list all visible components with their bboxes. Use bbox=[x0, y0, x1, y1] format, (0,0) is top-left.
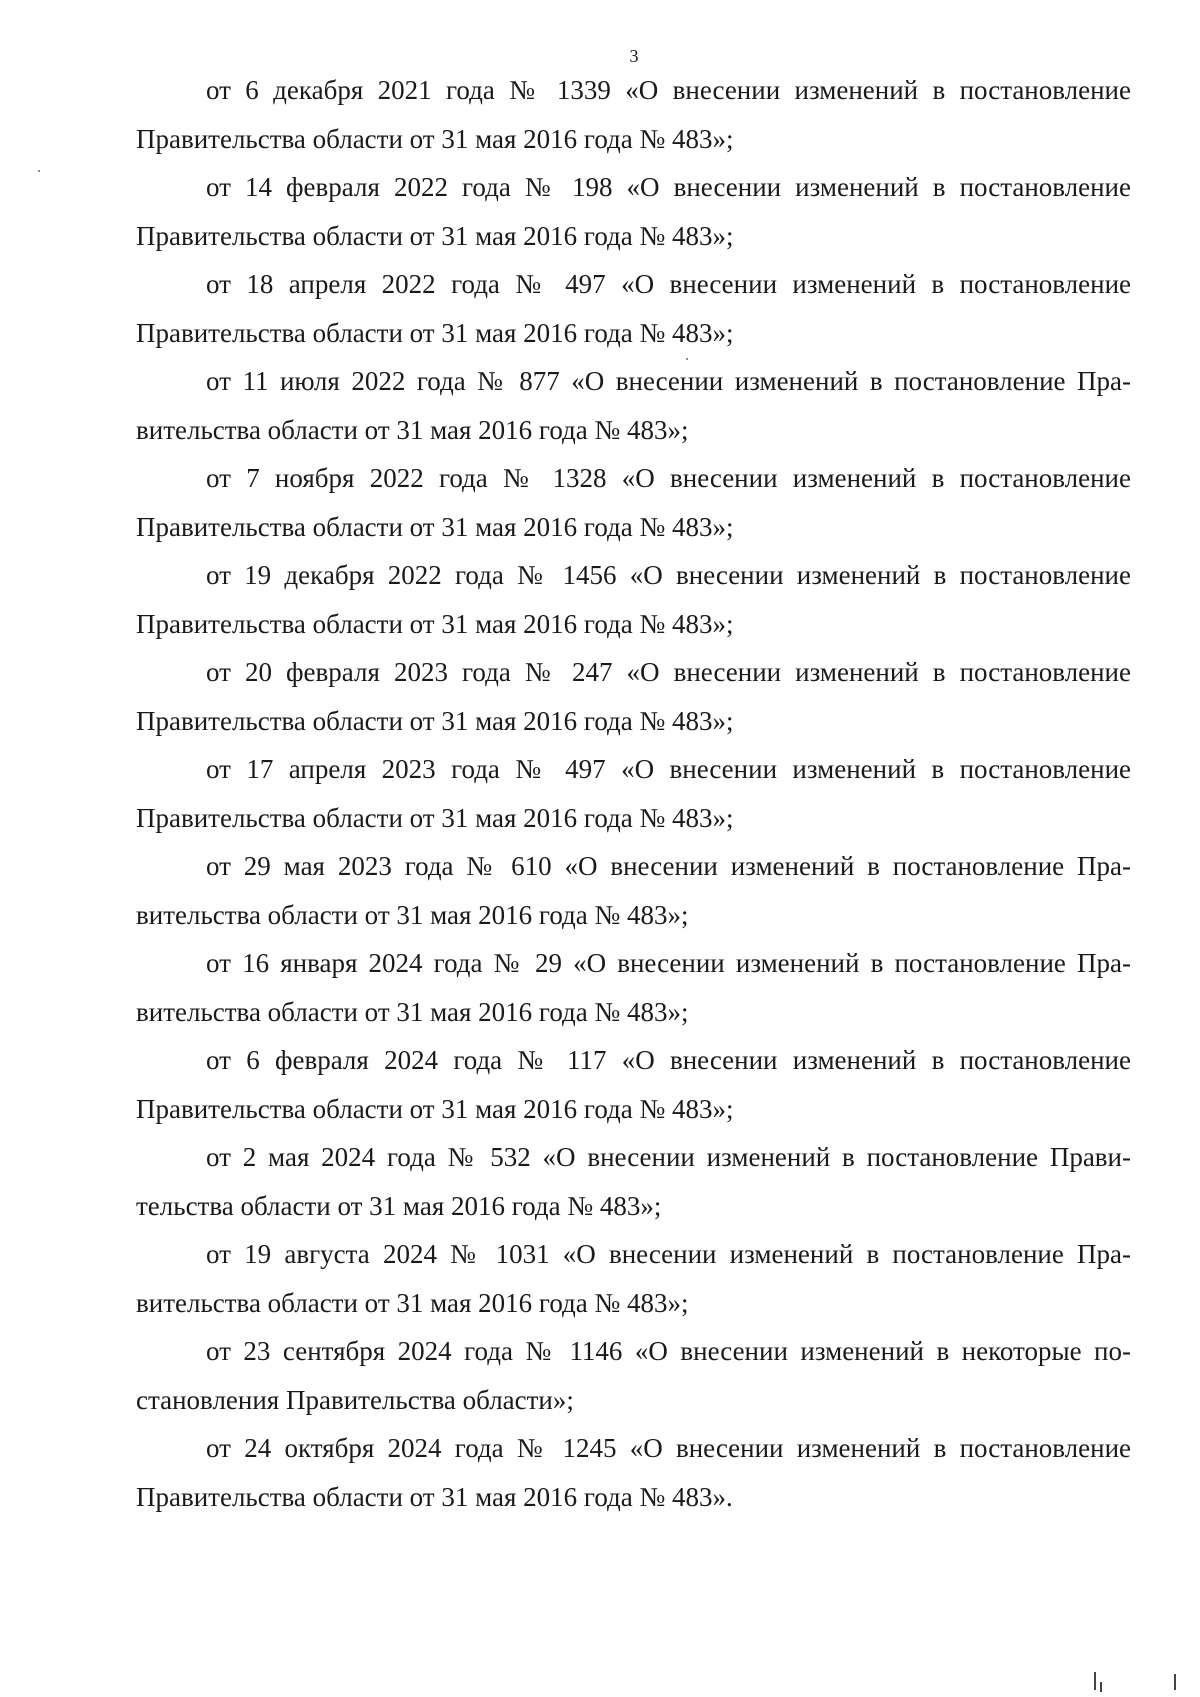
entry-line: от 14 февраля 2022 года № 198 «О внесении изменений в постановление bbox=[206, 172, 1131, 202]
scan-speck bbox=[686, 358, 688, 360]
scan-mark bbox=[1094, 1672, 1096, 1690]
entry-line: от 19 декабря 2022 года № 1456 «О внесении изменений в постановление bbox=[206, 560, 1131, 590]
entry-line: вительства области от 31 мая 2016 года № 483»; bbox=[136, 899, 689, 930]
list-item bbox=[136, 260, 1131, 357]
page-number: 3 bbox=[629, 46, 639, 66]
list-item bbox=[136, 648, 1131, 745]
entry-line: тельства области от 31 мая 2016 года № 483»; bbox=[136, 1190, 662, 1221]
document-list bbox=[136, 66, 1131, 1521]
scan-mark bbox=[1100, 1682, 1102, 1692]
entry-line: Правительства области от 31 мая 2016 года № 483»; bbox=[136, 802, 734, 833]
entry-line: Правительства области от 31 мая 2016 года № 483»; bbox=[136, 220, 734, 251]
entry-line: вительства области от 31 мая 2016 года № 483»; bbox=[136, 1287, 689, 1318]
entry-line: вительства области от 31 мая 2016 года № 483»; bbox=[136, 996, 689, 1027]
entry-line: от 11 июля 2022 года № 877 «О внесении изменений в постановление Пра- bbox=[206, 366, 1131, 396]
entry-line: становления Правительства области»; bbox=[136, 1384, 574, 1415]
list-item bbox=[136, 842, 1131, 939]
list-item bbox=[136, 357, 1131, 454]
entry-line: от 6 декабря 2021 года № 1339 «О внесении изменений в постановление bbox=[206, 75, 1131, 105]
entry-line: Правительства области от 31 мая 2016 года № 483»; bbox=[136, 1093, 734, 1124]
entry-line: Правительства области от 31 мая 2016 года № 483». bbox=[136, 1481, 733, 1512]
entry-line: от 19 августа 2024 № 1031 «О внесении изменений в постановление Пра- bbox=[206, 1239, 1131, 1269]
entry-line: Правительства области от 31 мая 2016 года № 483»; bbox=[136, 705, 734, 736]
scan-mark bbox=[1174, 1674, 1176, 1690]
list-item bbox=[136, 1424, 1131, 1521]
list-item bbox=[136, 1230, 1131, 1327]
entry-line: Правительства области от 31 мая 2016 года № 483»; bbox=[136, 123, 734, 154]
entry-line: от 6 февраля 2024 года № 117 «О внесении изменений в постановление bbox=[206, 1045, 1131, 1075]
list-item bbox=[136, 1133, 1131, 1230]
list-item bbox=[136, 163, 1131, 260]
entry-line: Правительства области от 31 мая 2016 года № 483»; bbox=[136, 608, 734, 639]
entry-line: от 7 ноября 2022 года № 1328 «О внесении изменений в постановление bbox=[206, 463, 1131, 493]
list-item bbox=[136, 939, 1131, 1036]
entry-line: от 17 апреля 2023 года № 497 «О внесении изменений в постановление bbox=[206, 754, 1131, 784]
list-item bbox=[136, 454, 1131, 551]
entry-line: от 20 февраля 2023 года № 247 «О внесении изменений в постановление bbox=[206, 657, 1131, 687]
list-item bbox=[136, 66, 1131, 163]
entry-line: вительства области от 31 мая 2016 года № 483»; bbox=[136, 414, 689, 445]
list-item bbox=[136, 745, 1131, 842]
list-item bbox=[136, 1327, 1131, 1424]
entry-line: от 29 мая 2023 года № 610 «О внесении изменений в постановление Пра- bbox=[206, 851, 1131, 881]
list-item bbox=[136, 551, 1131, 648]
entry-line: от 18 апреля 2022 года № 497 «О внесении изменений в постановление bbox=[206, 269, 1131, 299]
entry-line: Правительства области от 31 мая 2016 года № 483»; bbox=[136, 317, 734, 348]
entry-line: от 2 мая 2024 года № 532 «О внесении изменений в постановление Прави- bbox=[206, 1142, 1131, 1172]
entry-line: от 23 сентября 2024 года № 1146 «О внесении изменений в некоторые по- bbox=[206, 1336, 1131, 1366]
list-item bbox=[136, 1036, 1131, 1133]
scan-speck bbox=[38, 170, 40, 172]
entry-line: от 16 января 2024 года № 29 «О внесении изменений в постановление Пра- bbox=[206, 948, 1131, 978]
entry-line: от 24 октября 2024 года № 1245 «О внесении изменений в постановление bbox=[206, 1433, 1131, 1463]
entry-line: Правительства области от 31 мая 2016 года № 483»; bbox=[136, 511, 734, 542]
